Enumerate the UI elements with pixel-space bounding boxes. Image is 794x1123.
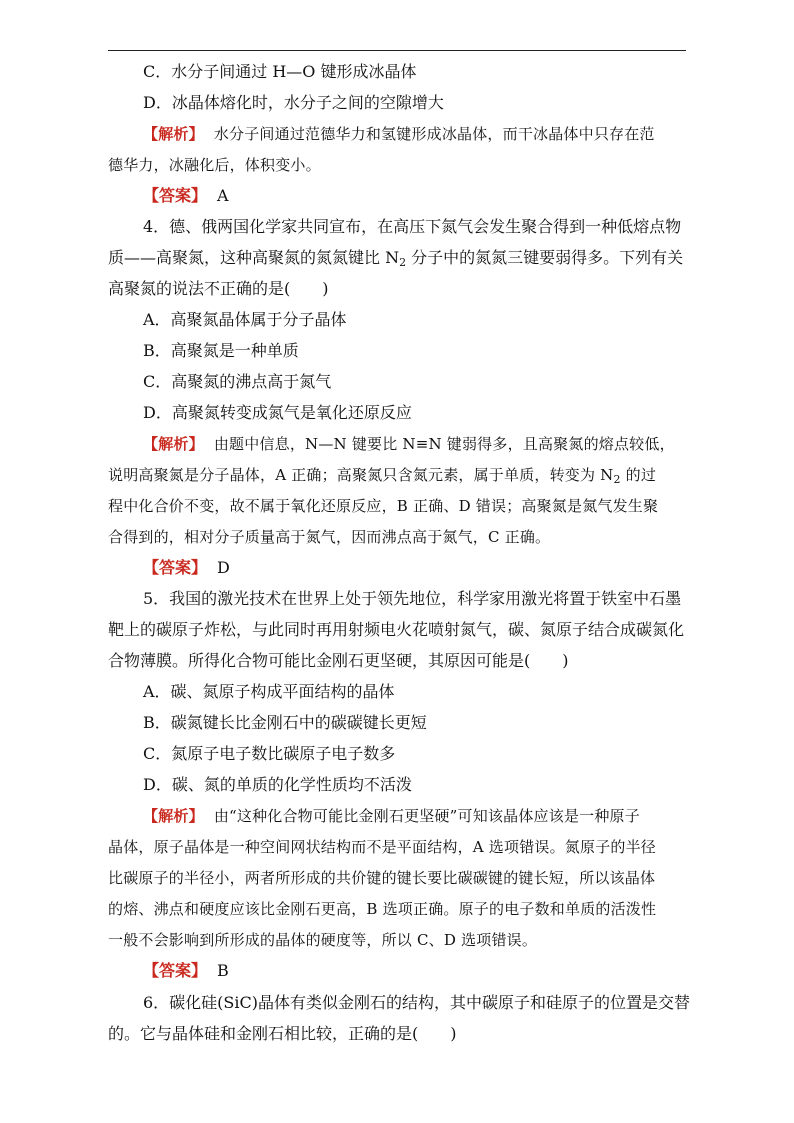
q6-stem-line-1: 6．碳化硅(SiC)晶体有类似金刚石的结构，其中碳原子和硅原子的位置是交替 [143,993,690,1012]
q4-analysis-line-1: 【解析】 由题中信息，N—N 键要比 N≡N 键弱得多，且高聚氮的熔点较低， [143,435,675,453]
q5-stem-line-2: 靶上的碳原子炸松，与此同时再用射频电火花喷射氮气，碳、氮原子结合成碳氮化 [108,620,685,639]
q5-stem-line-3: 合物薄膜。所得化合物可能比金刚石更坚硬，其原因可能是( ) [108,651,569,670]
q5-analysis-line-4: 的熔、沸点和硬度应该比金刚石更高，B 选项正确。原子的电子数和单质的活泼性 [108,900,657,918]
q3-analysis-line-2: 德华力，冰融化后，体积变小。 [108,156,321,174]
q4-option-a: A．高聚氮晶体属于分子晶体 [143,310,347,329]
q5-answer: 【答案】 B [143,961,229,980]
answer-tag: 【答案】 [143,186,208,205]
answer-tag: 【答案】 [143,961,208,980]
q5-option-b: B．碳氮键长比金刚石中的碳碳键长更短 [143,713,427,732]
q4-option-b: B．高聚氮是一种单质 [143,341,299,360]
q4-analysis-line-4: 合得到的，相对分子质量高于氮气，因而沸点高于氮气，C 正确。 [108,528,551,546]
q5-analysis-line-5: 一般不会影响到所形成的晶体的硬度等，所以 C、D 选项错误。 [108,931,538,949]
q5-option-c: C．氮原子电子数比碳原子电子数多 [143,744,396,763]
q6-stem-line-2: 的。它与晶体硅和金刚石相比较，正确的是( ) [108,1024,457,1043]
q5-stem-line-1: 5．我国的激光技术在世界上处于领先地位，科学家用激光将置于铁室中石墨 [143,589,682,608]
q5-analysis-line-2: 晶体，原子晶体是一种空间网状结构而不是平面结构，A 选项错误。氮原子的半径 [108,838,657,856]
q4-option-c: C．高聚氮的沸点高于氮气 [143,372,332,391]
q3-analysis-line-1: 【解析】 水分子间通过范德华力和氢键形成冰晶体，而干冰晶体中只存在范 [143,125,655,143]
header-rule [108,50,686,51]
q4-option-d: D．高聚氮转变成氮气是氧化还原反应 [143,403,412,422]
q4-stem-line-3: 高聚氮的说法不正确的是( ) [108,279,329,298]
q4-analysis-line-3: 程中化合价不变，故不属于氧化还原反应，B 正确、D 错误；高聚氮是氮气发生聚 [108,497,659,515]
q4-stem-line-2: 质——高聚氮，这种高聚氮的氮氮键比 $N_2$ 分子中的氮氮三键要弱得多。下列有关 [108,248,684,269]
analysis-tag: 【解析】 [143,125,204,143]
q5-analysis-line-3: 比碳原子的半径小，两者所形成的共价键的键长要比碳碳键的键长短，所以该晶体 [108,869,656,887]
q5-option-d: D．碳、氮的单质的化学性质均不活泼 [143,775,412,794]
q5-analysis-line-1: 【解析】 由“这种化合物可能比金刚石更坚硬”可知该晶体应该是一种原子 [143,807,640,825]
q3-answer: 【答案】 A [143,186,229,205]
analysis-tag: 【解析】 [143,435,204,453]
q5-option-a: A．碳、氮原子构成平面结构的晶体 [143,682,395,701]
analysis-tag: 【解析】 [143,807,204,825]
answer-tag: 【答案】 [143,558,208,577]
q4-analysis-line-2: 说明高聚氮是分子晶体，A 正确；高聚氮只含氮元素，属于单质，转变为 $N_2$ 的过 [108,466,657,486]
q4-stem-line-1: 4．德、俄两国化学家共同宣布，在高压下氮气会发生聚合得到一种低熔点物 [143,217,682,236]
q3-option-c: C．水分子间通过 H—O 键形成冰晶体 [143,62,417,81]
q3-option-d: D．冰晶体熔化时，水分子之间的空隙增大 [143,93,444,112]
q4-answer: 【答案】 D [143,558,230,577]
